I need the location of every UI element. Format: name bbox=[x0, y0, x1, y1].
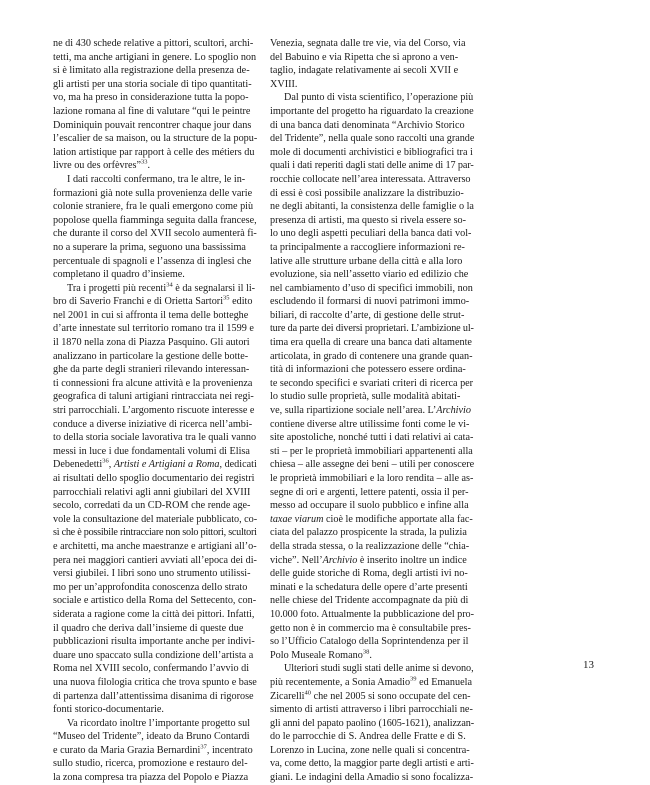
text-line bbox=[270, 730, 474, 744]
text-run: 10.000 foto. Attualmente la pubblicazione del pro- bbox=[270, 608, 474, 620]
text-run: stri parrocchiali. L’argomento riscuote interesse e bbox=[53, 405, 255, 417]
text-line bbox=[53, 486, 257, 500]
text-run: do le parrocchie di S. Andrea delle Fratte e di S. bbox=[270, 731, 466, 743]
text-line bbox=[53, 268, 257, 282]
italic-title: Archivio bbox=[436, 405, 471, 417]
text-run: del Tridente”, nella quale sono raccolti una grande bbox=[270, 133, 475, 145]
text-line bbox=[270, 336, 474, 350]
footnote-ref: 37 bbox=[200, 743, 207, 751]
text-run: vo, ma ha preso in considerazione tutta la popo- bbox=[53, 92, 249, 104]
text-run: percentuale di spagnoli e l’assenza di inglesi che bbox=[53, 255, 252, 267]
text-line bbox=[53, 513, 257, 527]
text-line bbox=[270, 350, 474, 364]
text-line bbox=[270, 744, 474, 758]
text-line bbox=[270, 540, 474, 554]
text-line bbox=[53, 472, 257, 486]
text-line bbox=[270, 635, 474, 649]
text-run: mole di documenti archivistici e bibliografici tra i bbox=[270, 146, 473, 158]
text-line bbox=[270, 404, 474, 418]
text-run: e curato da Maria Grazia Bernardini bbox=[53, 744, 201, 756]
text-line bbox=[53, 214, 257, 228]
footnote-ref: 38 bbox=[362, 648, 370, 656]
text-run: versi giubilei. I libri sono uno strumento utilissi- bbox=[53, 568, 251, 580]
page-number: 13 bbox=[583, 659, 594, 671]
text-run: di essi è così possibile analizzare la distribuzio- bbox=[270, 187, 464, 199]
text-line bbox=[270, 363, 474, 377]
text-line bbox=[270, 377, 474, 391]
text-run: di partenza dall’attentissima disanima di rigorose bbox=[53, 690, 254, 702]
text-run: site apostoliche, nonché tutti i dati relativi ai cata- bbox=[270, 432, 474, 444]
text-line bbox=[53, 635, 257, 649]
text-run: lazione romana al fine di valutare “qui le peintre bbox=[53, 105, 251, 117]
text-run: minati e la schedatura delle opere d’arte presenti bbox=[270, 581, 468, 593]
text-line bbox=[270, 64, 474, 78]
text-line bbox=[270, 91, 474, 105]
text-run: delle guide storiche di Roma, degli artisti ivi no- bbox=[270, 568, 468, 580]
text-run: . bbox=[369, 649, 372, 661]
text-line bbox=[53, 567, 257, 581]
text-run: il 1870 nella zona di Piazza Pasquino. Gli autori bbox=[53, 337, 250, 349]
text-run: conduce a diverse iniziative di ricerca nell’ambi- bbox=[53, 418, 253, 430]
text-run: lo uno degli aspetti peculiari della banca dati vol- bbox=[270, 228, 472, 240]
text-run: ciata del palazzo prospicente la strada, la pulizia bbox=[270, 527, 467, 539]
text-line bbox=[270, 431, 474, 445]
text-run: mo per un’approfondita conoscenza dello strato bbox=[53, 581, 248, 593]
text-line bbox=[53, 37, 257, 51]
text-run: popolose quella fiamminga seguita dalla francese, bbox=[53, 214, 257, 226]
text-run: nel cambiamento d’uso di specifici immobili, non bbox=[270, 282, 473, 294]
text-run: Lorenzo in Lucina, zone nelle quali si concentra- bbox=[270, 744, 470, 756]
text-run: Ulteriori studi sugli stati delle anime si devono, bbox=[284, 663, 474, 675]
text-line bbox=[270, 554, 474, 568]
text-run: sullo studio, ricerca, promozione e restauro del- bbox=[53, 758, 248, 770]
text-run: viche”. Nell’ bbox=[270, 554, 323, 566]
text-line bbox=[270, 390, 474, 404]
text-run: ne degli abitanti, la consistenza delle famiglie o la bbox=[270, 201, 474, 213]
text-line bbox=[270, 703, 474, 717]
text-line bbox=[53, 390, 257, 404]
text-line bbox=[53, 690, 257, 704]
text-run: messi in luce i due fondamentali volumi di Elisa bbox=[53, 445, 250, 457]
text-run: cioè le modifiche apportate alla fac- bbox=[323, 513, 473, 525]
text-run: I dati raccolti confermano, tra le altre, le in- bbox=[67, 173, 246, 185]
text-line bbox=[53, 363, 257, 377]
text-line bbox=[270, 227, 474, 241]
text-run: ti connessioni fra alcune attività e la provenienza bbox=[53, 377, 253, 389]
text-run: l’escalier de sa maison, ou la structure de la popu- bbox=[53, 133, 258, 145]
text-run: Tra i progetti più recenti bbox=[67, 282, 167, 294]
text-run: “Museo del Tridente”, ideato da Bruno Contardi bbox=[53, 731, 250, 743]
text-line bbox=[270, 757, 474, 771]
text-line bbox=[270, 649, 474, 663]
text-line bbox=[53, 662, 257, 676]
text-run: è da segnalarsi il li- bbox=[172, 282, 256, 294]
text-line bbox=[53, 499, 257, 513]
text-run: lative alle strutture urbane della città e alla loro bbox=[270, 255, 463, 267]
text-run: Venezia, segnata dalle tre vie, via del Corso, via bbox=[270, 38, 466, 49]
text-run: Dominiquin pouvait rencontrer chaque jour dans bbox=[53, 119, 252, 131]
text-line bbox=[53, 771, 257, 785]
text-line bbox=[270, 282, 474, 296]
text-line bbox=[53, 173, 257, 187]
text-line bbox=[270, 37, 474, 51]
text-run: colonie straniere, fra le quali emergono come più bbox=[53, 201, 254, 213]
text-run: so l’Ufficio Catalogo della Soprintendenza per il bbox=[270, 636, 469, 648]
text-run: siderata a ragione come la città dei pittori. Infatti, bbox=[53, 608, 255, 620]
text-run: sti – per le proprietà immobiliari appartenenti alla bbox=[270, 445, 473, 457]
text-line bbox=[270, 418, 474, 432]
text-line bbox=[53, 336, 257, 350]
text-run: giani. Le indagini della Amadio si sono focalizza- bbox=[270, 772, 474, 784]
text-run: parrocchiali relativi agli anni giubilari del XVIII bbox=[53, 486, 251, 498]
text-line bbox=[270, 458, 474, 472]
text-line bbox=[53, 322, 257, 336]
text-line bbox=[53, 418, 257, 432]
text-line bbox=[270, 513, 474, 527]
text-run: va, come detto, la maggior parte degli artisti e arti- bbox=[270, 758, 474, 770]
text-line bbox=[53, 105, 257, 119]
footnote-ref: 39 bbox=[410, 675, 417, 683]
text-run: è inserito inoltre un indice bbox=[357, 554, 467, 566]
text-line bbox=[53, 159, 257, 173]
text-line bbox=[270, 105, 474, 119]
text-line bbox=[53, 608, 257, 622]
text-run: la zona compresa tra piazza del Popolo e Piazza bbox=[53, 772, 249, 784]
text-run: sì che è possibile rintracciare non solo pittori, scultori bbox=[53, 527, 257, 539]
text-line bbox=[53, 51, 257, 65]
text-line bbox=[270, 119, 474, 133]
text-run: vole la consultazione del materiale pubblicato, co- bbox=[53, 513, 258, 525]
text-line bbox=[270, 771, 474, 785]
text-run: secolo, corredati da un CD-ROM che rende age- bbox=[53, 500, 251, 512]
text-run: importante del progetto ha riguardato la creazione bbox=[270, 105, 474, 117]
text-line bbox=[53, 540, 257, 554]
text-run: analizzano in particolare la gestione delle botte- bbox=[53, 350, 249, 362]
text-run: pera nei maggiori cantieri avviati all’epoca dei di- bbox=[53, 554, 257, 566]
text-run: che nel 2005 si sono occupate del cen- bbox=[311, 690, 471, 702]
text-run: ture da parte dei diversi proprietari. L’ambizione ul- bbox=[270, 323, 474, 335]
text-line bbox=[53, 622, 257, 636]
text-line bbox=[270, 608, 474, 622]
text-line bbox=[53, 649, 257, 663]
text-run: taglio, indagate relativamente ai secoli XVII e bbox=[270, 65, 459, 77]
text-run: si è limitato alla registrazione della presenza de- bbox=[53, 65, 250, 77]
text-column-right bbox=[270, 37, 474, 785]
text-run: bro di Saverio Franchi e di Orietta Sartori bbox=[53, 296, 224, 308]
text-run: Debenedetti bbox=[53, 459, 103, 471]
text-line bbox=[270, 445, 474, 459]
text-run: XVIII. bbox=[270, 78, 298, 90]
text-line bbox=[53, 554, 257, 568]
footnote-ref: 36 bbox=[102, 458, 109, 466]
text-run: che durante il corso del XVII secolo aumenterà fi- bbox=[53, 228, 257, 240]
text-run: tima era quella di creare una banca dati altamente bbox=[270, 337, 472, 349]
text-run: lo studio sulle proprietà, sulle modalità abitati- bbox=[270, 391, 461, 403]
text-run: , incentrato bbox=[206, 744, 253, 756]
text-line bbox=[53, 64, 257, 78]
text-run: gli artisti per una storia sociale di tipo quantitati- bbox=[53, 78, 252, 90]
text-line bbox=[270, 717, 474, 731]
text-run: le proprietà immobiliari e la loro rendita – alle as- bbox=[270, 473, 474, 484]
text-line bbox=[53, 282, 257, 296]
text-run: ai risultati dello spoglio documentario dei registri bbox=[53, 473, 255, 484]
text-run: nel 2001 in cui si affronta il tema delle botteghe bbox=[53, 309, 249, 321]
text-run: , bbox=[108, 459, 114, 471]
text-run: il quadro che deriva dall’insieme di queste due bbox=[53, 622, 244, 634]
text-run: d’arte innestate sul territorio romano tra il 1599 e bbox=[53, 323, 254, 335]
text-run: evoluzione, sia nell’assetto viario ed edilizio che bbox=[270, 269, 469, 281]
text-column-left bbox=[53, 37, 257, 785]
text-run: tità di informazioni che potessero essere ordina- bbox=[270, 364, 466, 376]
text-run: gli anni del papato paolino (1605-1621), analizzan- bbox=[270, 717, 475, 729]
text-line bbox=[270, 295, 474, 309]
footnote-ref: 35 bbox=[223, 294, 230, 302]
text-run: presenza di artisti, ma questo si rivela essere so- bbox=[270, 214, 467, 226]
text-line bbox=[270, 309, 474, 323]
text-run: simento di artisti attraverso i libri parrocchiali ne- bbox=[270, 704, 473, 716]
text-line bbox=[270, 499, 474, 513]
text-run: del Babuino e via Ripetta che si aprono a ven- bbox=[270, 51, 459, 63]
italic-title: Archivio bbox=[322, 554, 358, 566]
text-run: getto non è in commercio ma è consultabile pres- bbox=[270, 622, 471, 634]
text-run: contiene diverse altre utilissime fonti come le vi- bbox=[270, 418, 470, 430]
text-run: segne di ori e argenti, lettere patenti, ossia il per- bbox=[270, 486, 469, 498]
text-run: ne di 430 schede relative a pittori, scultori, archi- bbox=[53, 38, 254, 49]
text-run: pubblicazioni risulta importante anche per indivi- bbox=[53, 636, 255, 648]
text-line bbox=[270, 594, 474, 608]
text-line bbox=[53, 526, 257, 540]
text-line bbox=[270, 567, 474, 581]
text-run: ed Emanuela bbox=[416, 676, 472, 688]
text-line bbox=[53, 594, 257, 608]
text-line bbox=[53, 295, 257, 309]
text-run: fonti storico-documentarie. bbox=[53, 704, 164, 716]
text-run: ghe da parte degli stranieri rilevando interessan- bbox=[53, 364, 250, 376]
text-line bbox=[53, 431, 257, 445]
text-line bbox=[53, 703, 257, 717]
text-line bbox=[270, 268, 474, 282]
text-line bbox=[53, 132, 257, 146]
text-line bbox=[53, 146, 257, 160]
text-run: di una banca dati denominata “Archivio Storico bbox=[270, 119, 465, 131]
text-run: . bbox=[147, 160, 151, 172]
text-line bbox=[270, 159, 474, 173]
text-run: formazioni già note sulla provenienza delle varie bbox=[53, 187, 253, 199]
text-run: ta principalmente a raccogliere informazioni re- bbox=[270, 241, 465, 253]
text-run: della strada stessa, o la realizzazione delle “chia- bbox=[270, 540, 470, 552]
text-line bbox=[53, 350, 257, 364]
text-line bbox=[53, 227, 257, 241]
text-run: , dedicati bbox=[219, 459, 257, 471]
text-run: Zicarelli bbox=[270, 690, 305, 702]
text-run: più recentemente, a Sonia Amadio bbox=[270, 676, 411, 688]
text-run: to della storia sociale lavorativa tra le quali vanno bbox=[53, 432, 257, 444]
text-line bbox=[270, 662, 474, 676]
text-run: livre ou des orfèvres” bbox=[53, 160, 141, 172]
text-line bbox=[53, 241, 257, 255]
text-line bbox=[53, 717, 257, 731]
text-run: duare uno spaccato sulla condizione dell’artista a bbox=[53, 649, 254, 661]
text-run: articolata, in grado di contenere una grande quan- bbox=[270, 350, 473, 362]
text-line bbox=[53, 91, 257, 105]
text-run: edito bbox=[229, 296, 253, 308]
text-run: escludendo il formarsi di nuovi patrimoni immo- bbox=[270, 296, 470, 308]
text-run: Polo Museale Romano bbox=[270, 649, 363, 661]
italic-title: Artisti e Artigiani a Roma bbox=[113, 459, 220, 471]
text-run: no a superare la prima, seguono una bassissima bbox=[53, 241, 246, 253]
text-run: messo ad occupare il suolo pubblico e infine alla bbox=[270, 500, 469, 512]
text-line bbox=[53, 744, 257, 758]
footnote-ref: 33 bbox=[140, 158, 148, 166]
text-run: chiesa – alle assegne dei beni – utili per conoscere bbox=[270, 459, 475, 471]
text-run: biliari, di raccolte d’arte, di gestione delle strut- bbox=[270, 309, 465, 321]
text-line bbox=[270, 146, 474, 160]
text-line bbox=[270, 255, 474, 269]
text-line bbox=[53, 255, 257, 269]
text-run: sociale e artistico della Roma del Settecento, con- bbox=[53, 595, 257, 607]
text-run: completano il quadro d’insieme. bbox=[53, 269, 185, 281]
text-line bbox=[53, 458, 257, 472]
text-line bbox=[53, 676, 257, 690]
text-line bbox=[270, 200, 474, 214]
text-line bbox=[270, 173, 474, 187]
text-run: rocchie collocate nell’area interessata. Attraverso bbox=[270, 173, 471, 185]
text-run: nelle chiese del Tridente accompagnate da più di bbox=[270, 595, 469, 607]
text-line bbox=[53, 757, 257, 771]
text-run: geografica di taluni artigiani rintracciata nei regi- bbox=[53, 391, 254, 403]
text-line bbox=[53, 730, 257, 744]
text-line bbox=[270, 526, 474, 540]
text-run: ve, sulla ripartizione sociale nell’area. L’ bbox=[270, 405, 437, 417]
text-line bbox=[53, 404, 257, 418]
text-line bbox=[270, 214, 474, 228]
text-run: Roma nel XVIII secolo, confermando l’avvio di bbox=[53, 663, 250, 675]
text-line bbox=[53, 119, 257, 133]
text-line bbox=[270, 472, 474, 486]
text-line bbox=[270, 241, 474, 255]
text-line bbox=[53, 78, 257, 92]
text-line bbox=[270, 322, 474, 336]
footnote-ref: 40 bbox=[304, 689, 312, 697]
text-run: te secondo specifici e svariati criteri di ricerca per bbox=[270, 377, 474, 389]
text-line bbox=[270, 187, 474, 201]
text-line bbox=[270, 581, 474, 595]
text-line bbox=[53, 581, 257, 595]
text-run: Va ricordato inoltre l’importante progetto sul bbox=[67, 717, 251, 729]
text-line bbox=[270, 676, 474, 690]
text-line bbox=[270, 486, 474, 500]
text-run: quali i dati reperiti dagli stati delle anime di 17 par- bbox=[270, 160, 474, 172]
text-line bbox=[53, 377, 257, 391]
text-run: una nuova filologia critica che trova spunto e base bbox=[53, 676, 257, 688]
footnote-ref: 34 bbox=[166, 281, 173, 289]
text-line bbox=[53, 445, 257, 459]
text-line bbox=[270, 622, 474, 636]
text-line bbox=[270, 78, 474, 92]
text-line bbox=[53, 187, 257, 201]
text-line bbox=[270, 690, 474, 704]
text-line bbox=[53, 200, 257, 214]
text-run: lation artistique par rapport à celle des métiers du bbox=[53, 146, 255, 158]
text-line bbox=[270, 51, 474, 65]
text-line bbox=[270, 132, 474, 146]
text-run: Dal punto di vista scientifico, l’operazione più bbox=[284, 92, 474, 104]
text-run: tetti, ma anche artigiani in genere. Lo spoglio non bbox=[53, 51, 257, 63]
italic-title: taxae viarum bbox=[270, 513, 324, 525]
text-line bbox=[53, 309, 257, 323]
text-run: e architetti, ma anche maestranze e artigiani all’o- bbox=[53, 540, 257, 552]
